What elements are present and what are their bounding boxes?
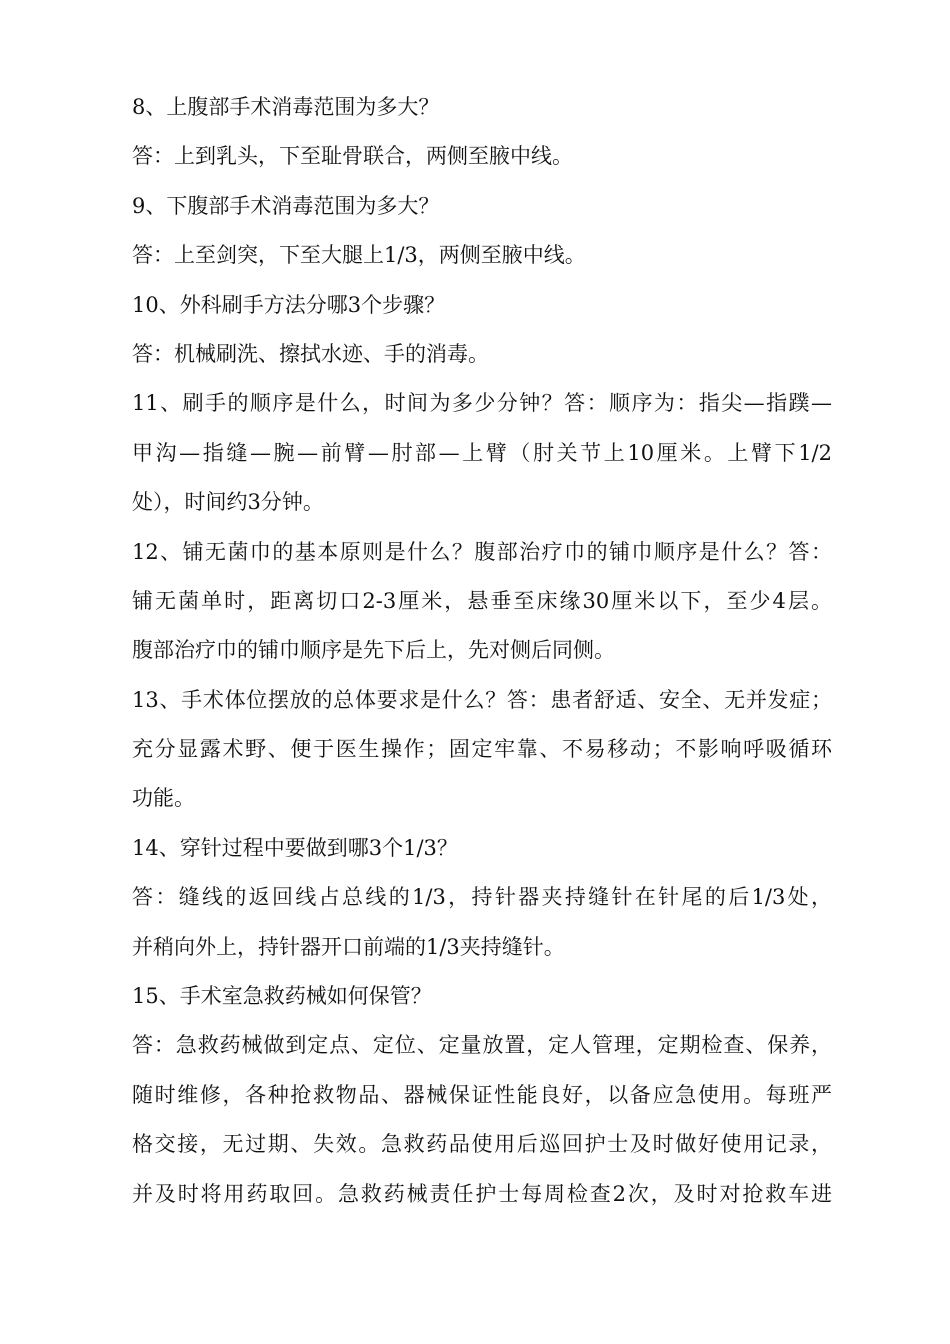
question-13-line-2: 充分显露术野、便于医生操作；固定牢靠、不易移动；不影响呼吸循环	[132, 737, 832, 762]
answer-14-line-2: 并稍向外上，持针器开口前端的1/3夹持缝针。	[132, 934, 565, 959]
question-11-line-1: 11、刷手的顺序是什么，时间为多少分钟？答：顺序为：指尖—指蹼—	[132, 391, 832, 416]
answer-8: 答：上到乳头，下至耻骨联合，两侧至腋中线。	[132, 144, 573, 169]
question-10: 10、外科刷手方法分哪3个步骤？	[132, 292, 446, 317]
question-15: 15、手术室急救药械如何保管？	[132, 984, 432, 1009]
answer-15-line-1: 答：急救药械做到定点、定位、定量放置，定人管理，定期检查、保养，	[132, 1033, 832, 1058]
question-13-line-3: 功能。	[132, 786, 195, 811]
answer-9: 答：上至剑突，下至大腿上1/3，两侧至腋中线。	[132, 243, 586, 268]
answer-15-line-2: 随时维修，各种抢救物品、器械保证性能良好，以备应急使用。每班严	[132, 1082, 832, 1107]
document-page	[132, 92, 832, 1228]
answer-15-line-4: 并及时将用药取回。急救药械责任护士每周检查2次，及时对抢救车进	[132, 1181, 832, 1206]
answer-14-line-1: 答：缝线的返回线占总线的1/3，持针器夹持缝针在针尾的后1/3处，	[132, 885, 832, 910]
question-11-line-3: 处），时间约3分钟。	[132, 490, 324, 515]
question-12-line-3: 腹部治疗巾的铺巾顺序是先下后上，先对侧后同侧。	[132, 638, 615, 663]
question-14: 14、穿针过程中要做到哪3个1/3？	[132, 835, 458, 860]
question-13-line-1: 13、手术体位摆放的总体要求是什么？答：患者舒适、安全、无并发症；	[132, 687, 832, 712]
answer-10: 答：机械刷洗、擦拭水迹、手的消毒。	[132, 341, 489, 366]
question-12-line-1: 12、铺无菌巾的基本原则是什么？腹部治疗巾的铺巾顺序是什么？答：	[132, 539, 832, 564]
answer-15-line-3: 格交接，无过期、失效。急救药品使用后巡回护士及时做好使用记录，	[132, 1132, 832, 1157]
question-11-line-2: 甲沟—指缝—腕—前臂—肘部—上臂（肘关节上10厘米。上臂下1/2	[132, 440, 832, 465]
question-9: 9、下腹部手术消毒范围为多大？	[132, 193, 440, 218]
question-8: 8、上腹部手术消毒范围为多大？	[132, 95, 440, 119]
question-12-line-2: 铺无菌单时，距离切口2-3厘米，悬垂至床缘30厘米以下，至少4层。	[132, 588, 832, 613]
